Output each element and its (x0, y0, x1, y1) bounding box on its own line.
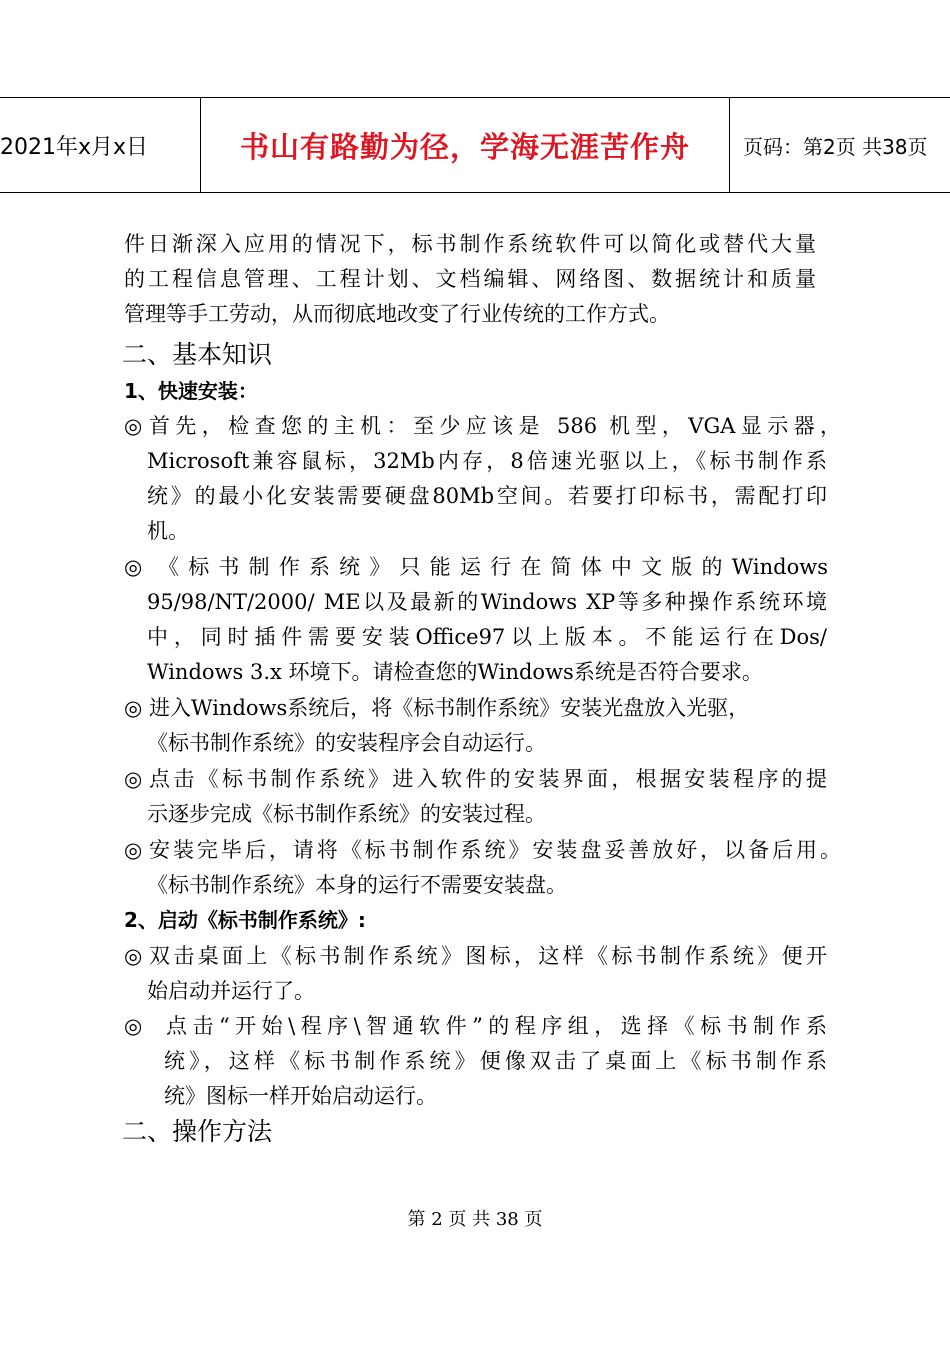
launch-item-2-line-1: 点击“开始\程序\智通软件”的程序组，选择《标书制作系 (166, 1014, 827, 1038)
page-footer: 第 2 页 共 38 页 (407, 1209, 543, 1230)
install-item-1-line-1: 首先，检查您的主机：至少应该是 586 机型，VGA显示器， (149, 414, 841, 438)
install-item-2-line-4: Windows 3.x 环境下。请检查您的Windows系统是否符合要求。 (147, 660, 763, 684)
intro-line-2: 的工程信息管理、工程计划、文档编辑、网络图、数据统计和质量 (124, 267, 816, 291)
install-item-2-line-1: 《标书制作系统》只能运行在简体中文版的Windows (158, 555, 828, 579)
header-motto: 书山有路勤为径，学海无涯苦作舟 (201, 98, 730, 192)
intro-line-1: 件日渐深入应用的情况下，标书制作系统软件可以简化或替代大量 (124, 232, 816, 256)
bullet-icon: ◎ (124, 944, 143, 968)
bullet-icon: ◎ (124, 414, 143, 438)
launch-item-1-line-2: 始启动并运行了。 (147, 979, 315, 1003)
header-page-number: 页码：第2页 共38页 (743, 134, 928, 159)
subsection-title-quick-install: 1、快速安装： (124, 379, 258, 403)
bullet-icon: ◎ (124, 767, 143, 791)
bullet-icon: ◎ (124, 838, 143, 862)
launch-item-2-line-2: 统》，这样《标书制作系统》便像双击了桌面上《标书制作系 (164, 1049, 827, 1073)
launch-item-1-line-1: 双击桌面上《标书制作系统》图标，这样《标书制作系统》便开 (149, 944, 827, 968)
install-item-5-line-2: 《标书制作系统》本身的运行不需要安装盘。 (147, 873, 567, 897)
install-item-2-line-3: 中，同时插件需要安装Office97以上版本。不能运行在Dos/ (147, 625, 827, 649)
install-item-4-line-2: 示逐步完成《标书制作系统》的安装过程。 (147, 802, 546, 826)
install-item-3-line-2: 《标书制作系统》的安装程序会自动运行。 (147, 731, 546, 755)
install-item-4-line-1: 点击《标书制作系统》进入软件的安装界面，根据安装程序的提 (149, 767, 827, 791)
page-header (0, 97, 950, 193)
install-item-1-line-4: 机。 (147, 519, 189, 543)
subsection-title-launch: 2、启动《标书制作系统》: (124, 908, 366, 932)
launch-item-2-line-3: 统》图标一样开始启动运行。 (164, 1084, 437, 1108)
section-title-operation-method: 二、操作方法 (122, 1117, 273, 1146)
install-item-3-line-1: 进入Windows系统后，将《标书制作系统》安装光盘放入光驱， (149, 696, 750, 720)
section-title-basic-knowledge: 二、基本知识 (122, 340, 273, 369)
bullet-icon: ◎ (124, 696, 143, 720)
header-date: 2021年x月x日 (0, 98, 201, 192)
install-item-1-line-3: 统》的最小化安装需要硬盘80Mb空间。若要打印标书，需配打印 (147, 484, 827, 508)
install-item-2-line-2: 95/98/NT/2000/ ME以及最新的Windows XP等多种操作系统环境 (147, 590, 827, 614)
install-item-1-line-2: Microsoft兼容鼠标，32Mb内存，8倍速光驱以上，《标书制作系 (147, 449, 827, 473)
bullet-icon: ◎ (124, 1014, 143, 1038)
bullet-icon: ◎ (124, 555, 143, 579)
intro-line-3: 管理等手工劳动，从而彻底地改变了行业传统的工作方式。 (124, 302, 670, 326)
install-item-5-line-1: 安装完毕后，请将《标书制作系统》安装盘妥善放好，以备后用。 (149, 838, 841, 862)
